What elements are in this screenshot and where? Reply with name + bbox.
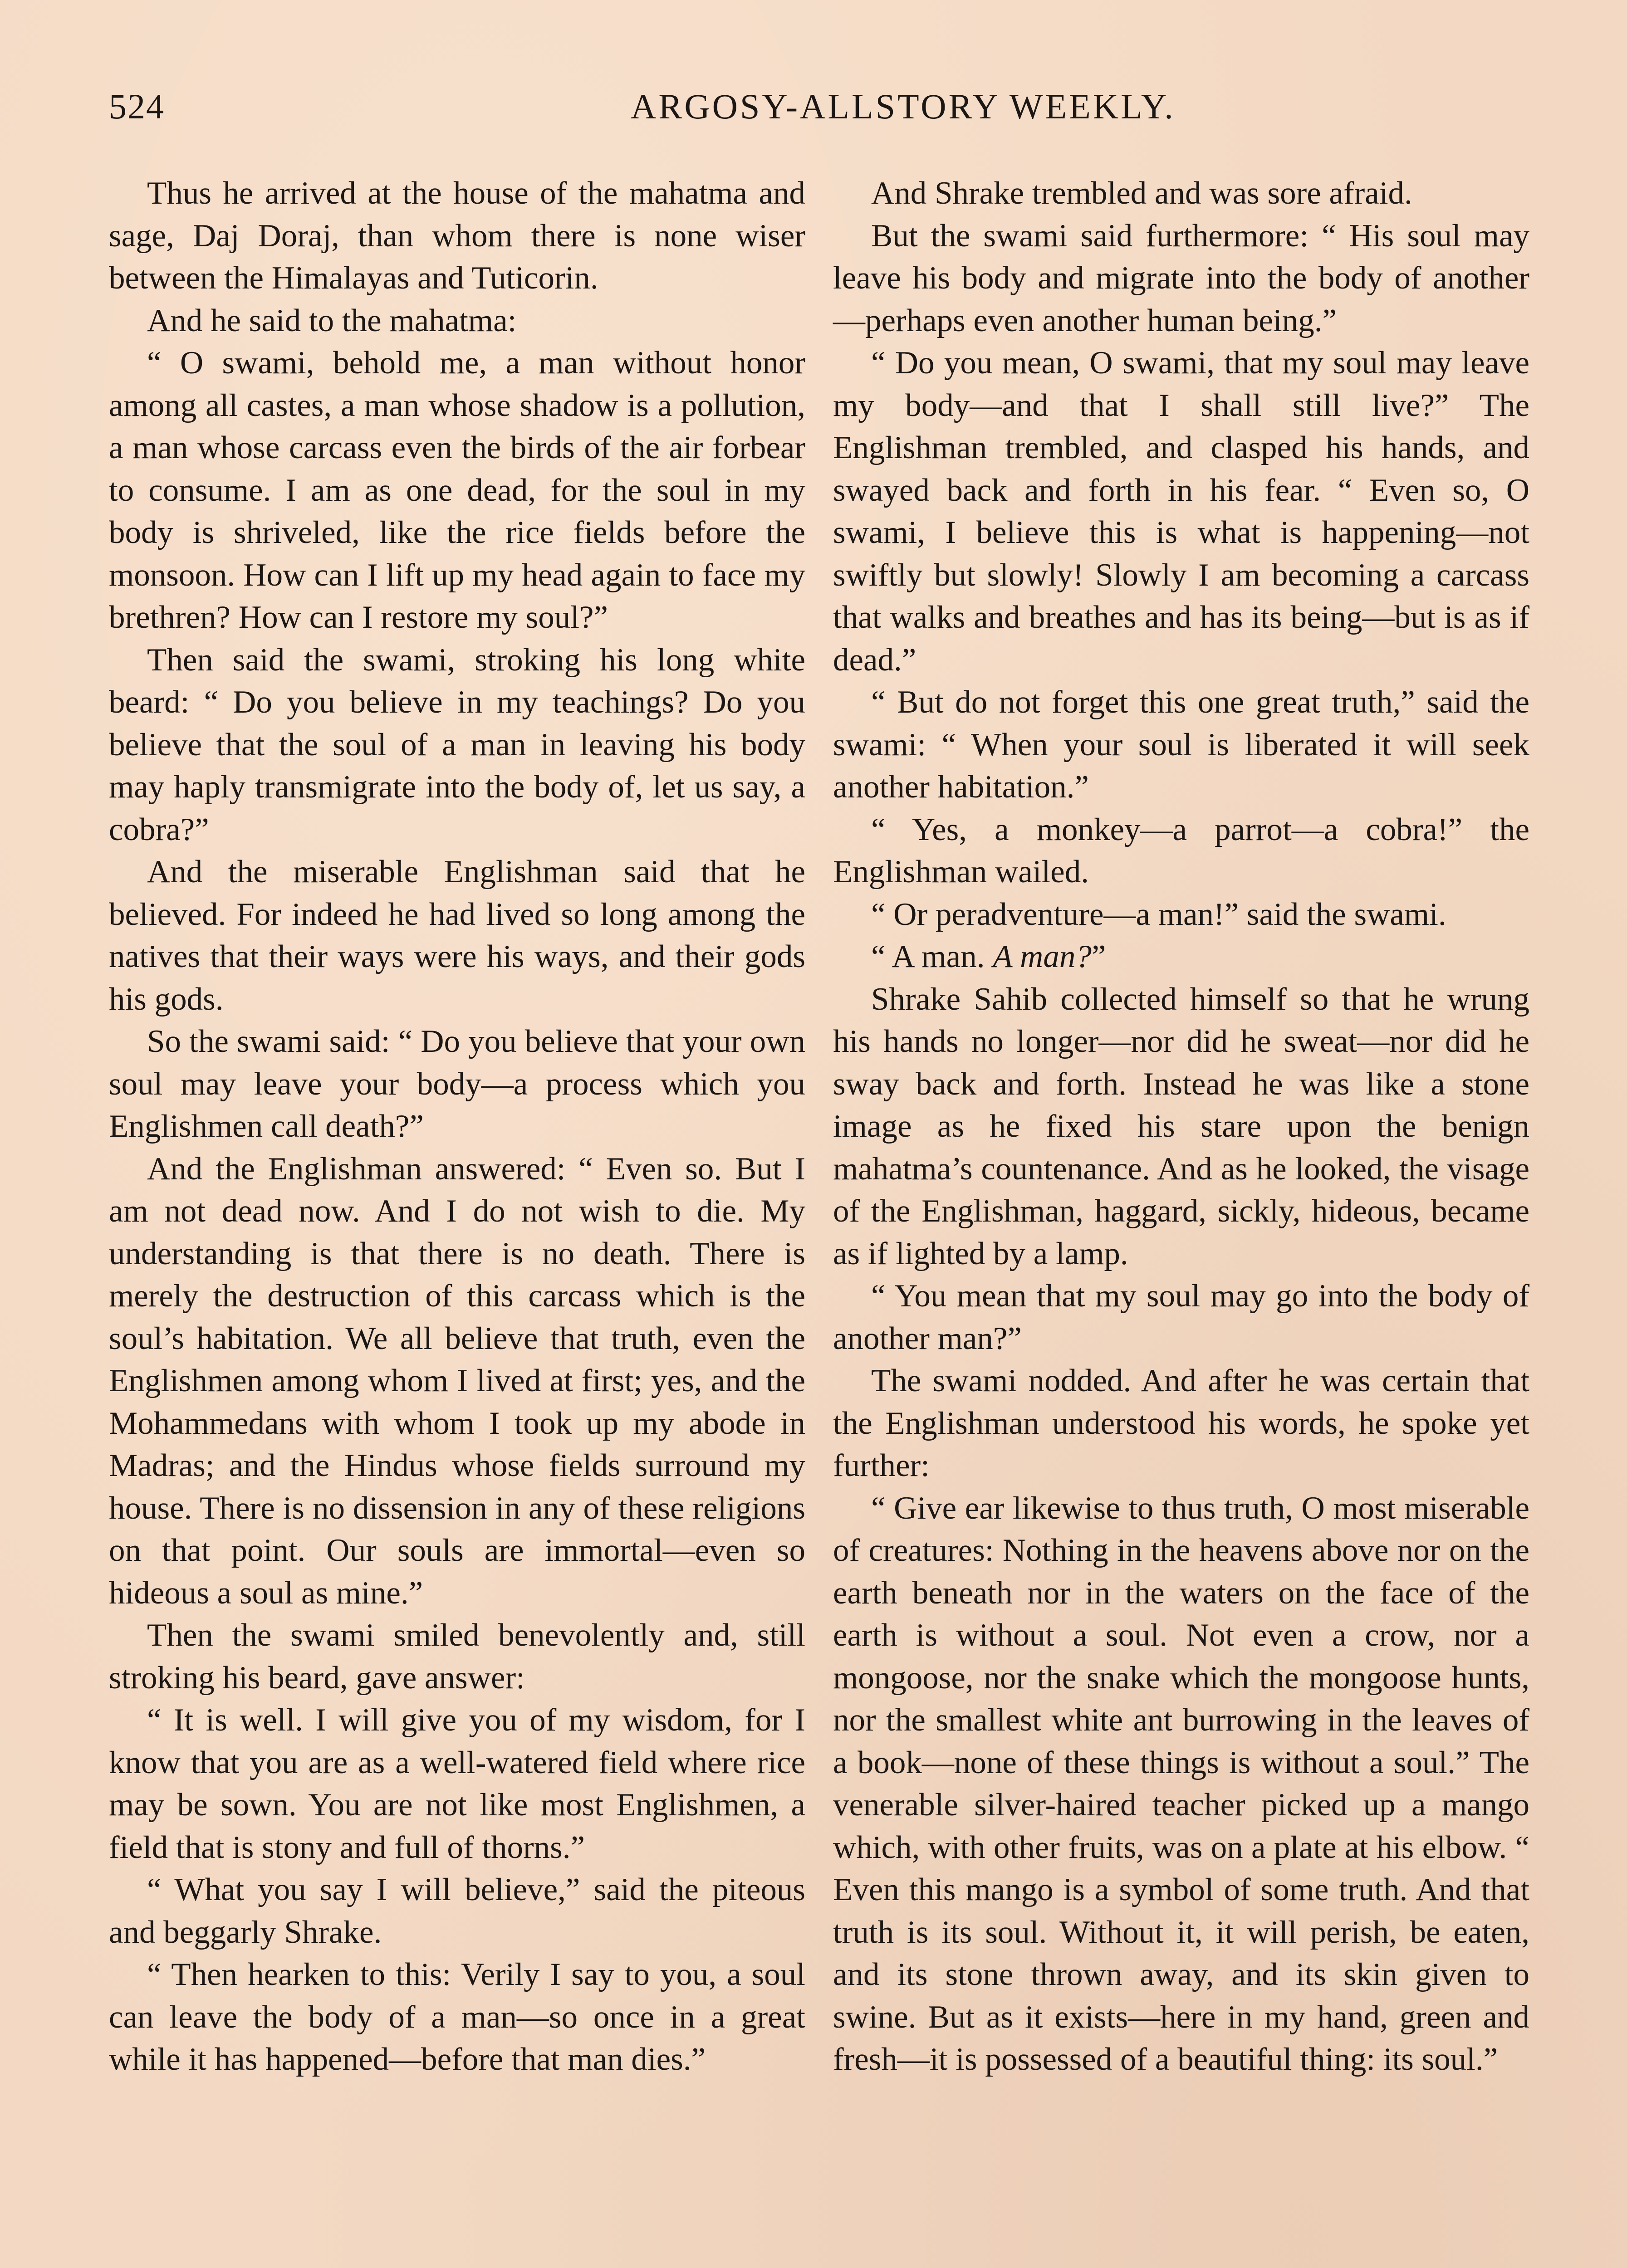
paragraph: “ Yes, a monkey—a parrot—a cobra!” the Englishman wailed. xyxy=(833,811,1529,890)
emphasis: A man? xyxy=(993,939,1092,974)
paragraph: “ What you say I will believe,” said the piteous and beggarly Shrake. xyxy=(109,1872,805,1950)
paragraph: But the swami said furthermore: “ His soul may leave his body and migrate into the body of another—perhaps even another human being.” xyxy=(833,218,1529,338)
paragraph: And he said to the mahatma: xyxy=(147,303,517,338)
paragraph: “ Give ear likewise to thus truth, O most miserable of creatures: Nothing in the heavens above nor on the earth beneath nor in the waters on the face of the earth is without a soul. Not even a crow, nor a mongoose, nor the snake which the mongoose hunts, nor the smallest white ant burrowing in the leaves of a book—none of these things is without a soul.” The venerable silver-haired teacher picked up a mango which, with other fruits, was on a plate at his elbow. “ Even this mango is a symbol of some truth. And that truth is its soul. Without it, it will perish, be eaten, and its stone thrown away, and its skin given to swine. But as it exists—here in my hand, green and fresh—it is possessed of a beautiful thing: its soul.” xyxy=(833,1490,1529,2077)
paragraph: The swami nodded. And after he was certain that the Englishman understood his words, he spoke yet further: xyxy=(833,1363,1529,1483)
paragraph: Thus he arrived at the house of the mahatma and sage, Daj Doraj, than whom there is none wiser between the Himalayas and Tuticorin. xyxy=(109,176,805,296)
paragraph: Then said the swami, stroking his long white beard: “ Do you believe in my teachings? Do you believe that the soul of a man in leaving his body may haply transmigrate into the body of, let us say, a cobra?” xyxy=(109,642,805,847)
paragraph: And the Englishman answered: “ Even so. But I am not dead now. And I do not wish to die. My understanding is that there is no death. There is merely the destruction of this carcass which is the soul’s habitation. We all believe that truth, even the Englishmen among whom I lived at first; yes, and the Mohammedans with whom I took up my abode in Madras; and the Hindus whose fields surround my house. There is no dissension in any of these religions on that point. Our souls are immortal—even so hideous a soul as mine.” xyxy=(109,1151,805,1611)
paragraph: Then the swami smiled benevolently and, still stroking his beard, gave answer: xyxy=(109,1618,805,1696)
paragraph: “ But do not forget this one great truth,” said the swami: “ When your soul is liberated it will seek another habitation.” xyxy=(833,684,1529,805)
paragraph: “ O swami, behold me, a man without honor among all castes, a man whose shadow is a pollution, a man whose carcass even the birds of the air forbear to consume. I am as one dead, for the soul in my body is shriveled, like the rice fields before the monsoon. How can I lift up my head again to face my brethren? How can I restore my soul?” xyxy=(109,345,805,635)
paragraph: “ It is well. I will give you of my wisdom, for I know that you are as a well-watered field where rice may be sown. You are not like most Englishmen, a field that is stony and full of thorns.” xyxy=(109,1702,805,1865)
paragraph: And Shrake trembled and was sore afraid. xyxy=(871,176,1412,211)
running-head: ARGOSY-ALLSTORY WEEKLY. xyxy=(631,87,1176,126)
right-column xyxy=(833,172,1529,2081)
paragraph: “ Do you mean, O swami, that my soul may leave my body—and that I shall still live?” The Englishman trembled, and clasped his hands, and swayed back and forth in his fear. “ Even so, O swami, I believe this is what is happening—not swiftly but slowly! Slowly I am becoming a carcass that walks and breathes and has its being—but is as if dead.” xyxy=(833,345,1529,678)
paragraph: “ Then hearken to this: Verily I say to you, a soul can leave the body of a man—so once in a great while it has happened—before that man dies.” xyxy=(109,1957,805,2077)
paragraph: “ You mean that my soul may go into the body of another man?” xyxy=(833,1278,1529,1356)
paragraph: And the miserable Englishman said that he believed. For indeed he had lived so long among the natives that their ways were his ways, and their gods his gods. xyxy=(109,854,805,1017)
left-column xyxy=(109,172,805,2081)
paragraph: Shrake Sahib collected himself so that he wrung his hands no longer—nor did he sweat—nor did he sway back and forth. Instead he was like a stone image as he fixed his stare upon the benign mahatma’s countenance. And as he looked, the visage of the Englishman, haggard, sickly, hideous, became as if lighted by a lamp. xyxy=(833,981,1529,1271)
paragraph: “ A man. A man?” xyxy=(871,939,1106,974)
paragraph: “ Or peradventure—a man!” said the swami. xyxy=(871,896,1446,932)
page-number: 524 xyxy=(109,87,165,126)
page-header xyxy=(109,86,1518,145)
paragraph: So the swami said: “ Do you believe that your own soul may leave your body—a process which you Englishmen call death?” xyxy=(109,1024,805,1144)
